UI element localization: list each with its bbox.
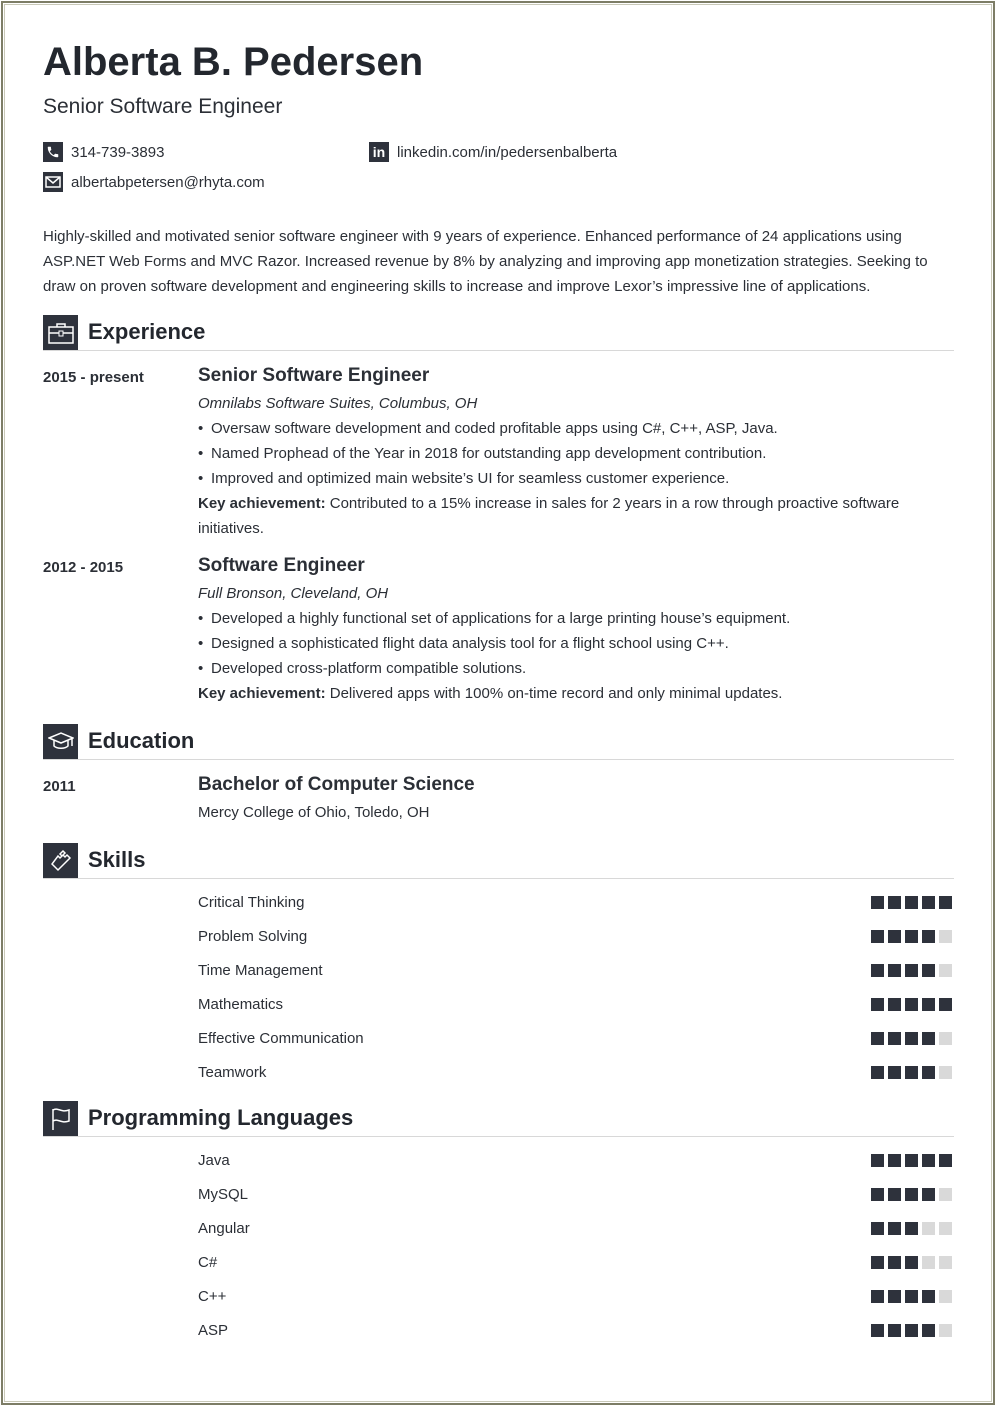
job-bullet: • Named Prophead of the Year in 2018 for outstanding app development contribution.: [198, 441, 948, 466]
rating-filled: [905, 896, 918, 909]
email-contact: [43, 172, 265, 192]
language-row: [198, 1286, 954, 1306]
key-text: Contributed to a 15% increase in sales for 2 years in a row through proactive software initiatives.: [198, 495, 900, 537]
job-company: Omnilabs Software Suites, Columbus, OH: [198, 395, 478, 412]
phone-contact: [43, 142, 164, 162]
language-row: [198, 1252, 954, 1272]
school: Mercy College of Ohio, Toledo, OH: [198, 804, 430, 821]
languages-header: [43, 1101, 954, 1137]
job-dates: 2015 - present: [43, 369, 144, 386]
item-name: Angular: [198, 1219, 250, 1237]
rating-filled: [905, 930, 918, 943]
rating-empty: [939, 1188, 952, 1201]
rating-filled: [905, 1324, 918, 1337]
tools-icon: [43, 843, 78, 878]
item-name: Critical Thinking: [198, 893, 305, 911]
rating-filled: [905, 998, 918, 1011]
rating-empty: [939, 1324, 952, 1337]
key-achievement: [198, 681, 948, 706]
rating-filled: [939, 1154, 952, 1167]
item-name: Mathematics: [198, 995, 284, 1013]
key-label: Key achievement:: [198, 495, 326, 512]
rating-filled: [871, 896, 884, 909]
rating-filled: [888, 1188, 901, 1201]
skill-row: [198, 892, 954, 912]
summary: Highly-skilled and motivated senior software engineer with 9 years of experience. Enhanced performance of 24 applications using ASP.NET Web Forms and MVC Razor. Increased revenue by 8% by analyzing and improving app monetization strategies. Seeking to draw on proven software development and engineering skills to increase and improve Lexor’s impressive line of applications.: [43, 228, 928, 295]
job-entry: [198, 553, 948, 706]
rating-filled: [888, 964, 901, 977]
section-title: Education: [88, 728, 195, 753]
linkedin-contact: [369, 142, 617, 162]
rating-empty: [939, 1256, 952, 1269]
rating: [871, 1222, 952, 1235]
linkedin-url[interactable]: linkedin.com/in/pedersenbalberta: [397, 143, 618, 161]
item-name: Java: [198, 1151, 230, 1169]
rating: [871, 964, 952, 977]
language-row: [198, 1184, 954, 1204]
skill-row: [198, 926, 954, 946]
rating-filled: [871, 930, 884, 943]
item-name: C++: [198, 1287, 227, 1305]
rating: [871, 1154, 952, 1167]
item-name: Problem Solving: [198, 927, 308, 945]
candidate-name: Alberta B. Pedersen: [43, 40, 424, 84]
rating-empty: [922, 1256, 935, 1269]
rating-filled: [888, 896, 901, 909]
rating-filled: [905, 1256, 918, 1269]
rating-filled: [922, 1188, 935, 1201]
key-text: Delivered apps with 100% on-time record and only minimal updates.: [325, 685, 783, 702]
item-name: C#: [198, 1253, 218, 1271]
linkedin-icon: in: [369, 142, 389, 162]
rating-empty: [939, 1032, 952, 1045]
job-bullet: • Oversaw software development and coded profitable apps using C#, C++, ASP, Java.: [198, 416, 948, 441]
item-name: Effective Communication: [198, 1029, 364, 1047]
rating-empty: [939, 964, 952, 977]
skills-header: [43, 843, 954, 879]
rating-filled: [939, 896, 952, 909]
rating-filled: [888, 998, 901, 1011]
rating-filled: [922, 1290, 935, 1303]
rating-filled: [922, 930, 935, 943]
job-bullet: • Improved and optimized main website’s UI for seamless customer experience.: [198, 466, 948, 491]
section-title: Programming Languages: [88, 1105, 354, 1130]
job-position: Senior Software Engineer: [198, 365, 430, 386]
rating-filled: [888, 1032, 901, 1045]
rating: [871, 1066, 952, 1079]
job-bullet: • Designed a sophisticated flight data analysis tool for a flight school using C++.: [198, 631, 948, 656]
rating-filled: [871, 1032, 884, 1045]
rating: [871, 1188, 952, 1201]
rating: [871, 1324, 952, 1337]
phone-icon: [43, 142, 63, 162]
job-title: Senior Software Engineer: [43, 95, 283, 118]
flag-icon: [43, 1101, 78, 1136]
rating-empty: [939, 1222, 952, 1235]
rating-filled: [871, 998, 884, 1011]
email-address[interactable]: albertabpetersen@rhyta.com: [71, 173, 265, 191]
item-name: MySQL: [198, 1185, 249, 1203]
education-entry: [198, 772, 948, 825]
item-name: Teamwork: [198, 1063, 267, 1081]
degree: Bachelor of Computer Science: [198, 774, 475, 795]
job-dates: 2012 - 2015: [43, 559, 124, 576]
rating-filled: [905, 1066, 918, 1079]
language-row: [198, 1218, 954, 1238]
rating-filled: [905, 1188, 918, 1201]
item-name: Time Management: [198, 961, 323, 979]
rating-filled: [888, 1066, 901, 1079]
skill-row: [198, 1062, 954, 1082]
rating-filled: [922, 1032, 935, 1045]
rating: [871, 1256, 952, 1269]
rating-empty: [939, 1066, 952, 1079]
rating-filled: [888, 1256, 901, 1269]
skill-row: [198, 960, 954, 980]
rating-filled: [922, 1324, 935, 1337]
job-position: Software Engineer: [198, 555, 365, 576]
rating-filled: [939, 998, 952, 1011]
job-bullet: • Developed cross-platform compatible solutions.: [198, 656, 948, 681]
rating-filled: [905, 1290, 918, 1303]
rating-filled: [871, 964, 884, 977]
experience-header: [43, 315, 954, 351]
section-title: Skills: [88, 847, 146, 872]
rating-filled: [871, 1222, 884, 1235]
rating-filled: [871, 1066, 884, 1079]
rating: [871, 930, 952, 943]
graduation-cap-icon: [43, 724, 78, 759]
rating-filled: [888, 1222, 901, 1235]
rating-filled: [922, 1154, 935, 1167]
rating-filled: [888, 930, 901, 943]
rating: [871, 1290, 952, 1303]
rating-filled: [922, 1066, 935, 1079]
rating-filled: [871, 1256, 884, 1269]
rating-filled: [922, 896, 935, 909]
rating-filled: [922, 998, 935, 1011]
rating: [871, 998, 952, 1011]
rating-empty: [939, 1290, 952, 1303]
rating-filled: [871, 1324, 884, 1337]
phone-number[interactable]: 314-739-3893: [71, 143, 165, 161]
rating-filled: [922, 964, 935, 977]
rating-empty: [922, 1222, 935, 1235]
email-icon: [43, 172, 63, 192]
job-company: Full Bronson, Cleveland, OH: [198, 585, 389, 602]
rating-filled: [888, 1154, 901, 1167]
rating-filled: [871, 1188, 884, 1201]
rating-filled: [871, 1154, 884, 1167]
job-bullet: • Developed a highly functional set of applications for a large printing house’s equipment.: [198, 606, 948, 631]
key-label: Key achievement:: [198, 685, 326, 702]
rating-filled: [888, 1324, 901, 1337]
rating: [871, 896, 952, 909]
item-name: ASP: [198, 1321, 229, 1339]
key-achievement: [198, 491, 948, 541]
rating-filled: [888, 1290, 901, 1303]
rating-filled: [905, 1032, 918, 1045]
education-header: [43, 724, 954, 760]
rating-filled: [871, 1290, 884, 1303]
section-title: Experience: [88, 319, 206, 344]
job-entry: [198, 363, 948, 541]
skill-row: [198, 994, 954, 1014]
rating-filled: [905, 964, 918, 977]
language-row: [198, 1150, 954, 1170]
skill-row: [198, 1028, 954, 1048]
rating: [871, 1032, 952, 1045]
rating-filled: [905, 1154, 918, 1167]
education-year: 2011: [43, 778, 76, 795]
rating-empty: [939, 930, 952, 943]
rating-filled: [905, 1222, 918, 1235]
briefcase-icon: [43, 315, 78, 350]
language-row: [198, 1320, 954, 1340]
